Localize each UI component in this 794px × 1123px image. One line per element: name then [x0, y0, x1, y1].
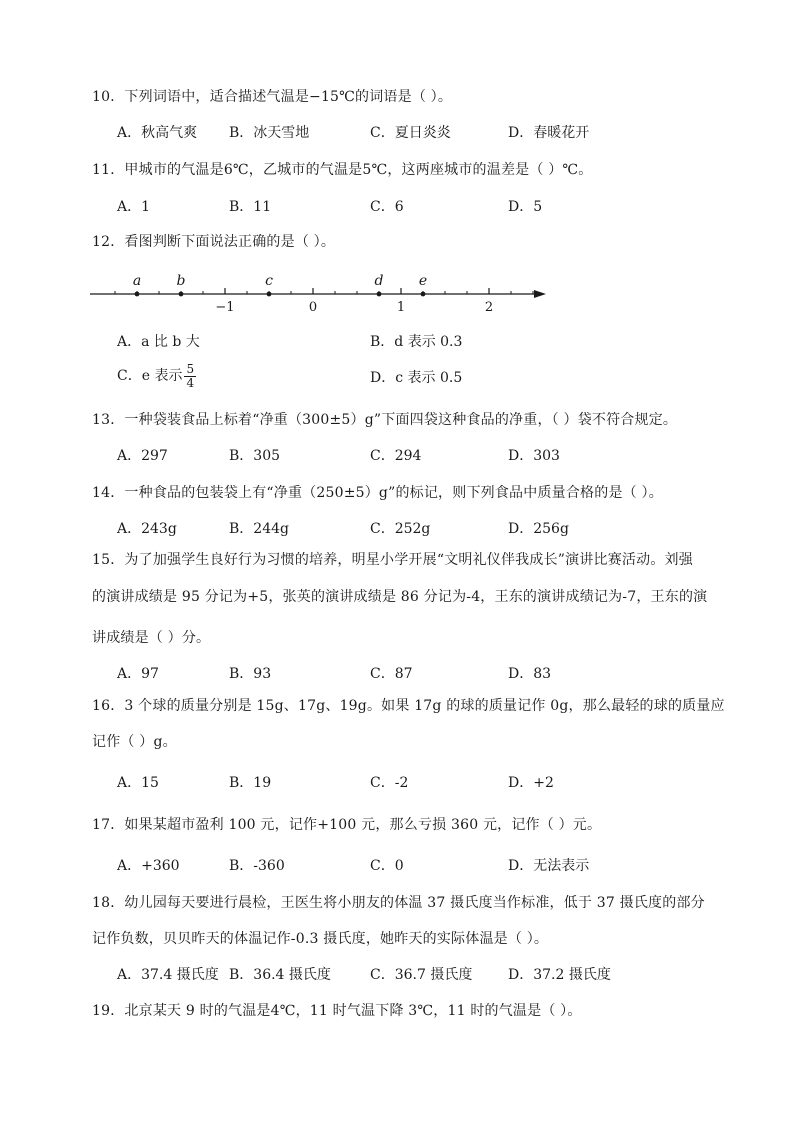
point-label: b: [176, 273, 186, 289]
question-19-stem: 19．北京某天 9 时的气温是4℃，11 时气温下降 3℃，11 时的气温是（ ）。: [92, 1003, 582, 1019]
point-dot: [179, 292, 184, 297]
tick-label: 2: [484, 300, 494, 315]
q14-option-c: C．252g: [370, 521, 431, 537]
q17-option-b: B．-360: [229, 858, 285, 874]
q13-option-c: C．294: [370, 448, 422, 464]
q11-option-d: D．5: [508, 199, 543, 215]
q11-option-a: A．1: [117, 199, 151, 215]
point-dot: [135, 292, 140, 297]
q14-option-b: B．244g: [229, 521, 289, 537]
point-label: d: [374, 273, 384, 289]
point-label: c: [265, 273, 273, 289]
q10-option-a: A．秋高气爽: [117, 125, 198, 141]
question-18-line-1: 18．幼儿园每天要进行晨检，王医生将小朋友的体温 37 摄氏度当作标准，低于 37 摄氏度的部分: [92, 895, 705, 911]
point-dot: [421, 292, 426, 297]
labeled-points: [133, 273, 427, 296]
number-line-figure: [88, 266, 558, 318]
q13-option-b: B．305: [229, 448, 281, 464]
fraction-numerator: 5: [186, 361, 195, 376]
question-16-line-1: 16．3 个球的质量分别是 15g、17g、19g。如果 17g 的球的质量记作 0g，那么最轻的球的质量应: [92, 698, 725, 714]
question-17-stem: 17．如果某超市盈利 100 元，记作+100 元，那么亏损 360 元，记作（ ）元。: [92, 817, 602, 833]
q17-option-a: A．+360: [117, 858, 180, 874]
q12-option-b: B．d 表示 0.3: [370, 334, 463, 350]
q12-option-a: A．a 比 b 大: [117, 334, 200, 350]
tick-label: 1: [396, 300, 406, 315]
point-label: a: [132, 273, 142, 289]
question-18-line-2: 记作负数，贝贝昨天的体温记作-0.3 摄氏度，她昨天的实际体温是（ ）。: [92, 931, 549, 947]
q10-option-b: B．冰天雪地: [229, 125, 310, 141]
q15-option-b: B．93: [229, 666, 272, 682]
q14-option-a: A．243g: [117, 521, 177, 537]
q12-option-c-label: C．e 表示: [117, 368, 183, 384]
question-16-line-2: 记作（ ）g。: [92, 734, 177, 750]
q11-option-b: B．11: [229, 199, 272, 215]
q16-option-a: A．15: [117, 775, 159, 791]
fraction: [184, 363, 196, 390]
q15-option-a: A．97: [117, 666, 159, 682]
question-12-stem: 12．看图判断下面说法正确的是（ ）。: [92, 234, 336, 250]
q16-option-c: C．-2: [370, 775, 409, 791]
point-dot: [267, 292, 272, 297]
q10-option-c: C．夏日炎炎: [370, 125, 451, 141]
question-14-stem: 14．一种食品的包装袋上有“净重（250±5）g”的标记，则下列食品中质量合格的是（ ）。: [92, 485, 663, 501]
q17-option-c: C．0: [370, 858, 404, 874]
number-line-arrow: [534, 290, 546, 298]
q14-option-d: D．256g: [508, 521, 569, 537]
q12-option-d: D．c 表示 0.5: [370, 370, 463, 386]
point-label: e: [418, 273, 428, 289]
q13-option-d: D．303: [508, 448, 560, 464]
fraction-denominator: 4: [186, 375, 195, 390]
question-13-stem: 13．一种袋装食品上标着“净重（300±5）g”下面四袋这种食品的净重，（ ）袋不符合规定。: [92, 412, 678, 428]
q16-option-d: D．+2: [508, 775, 554, 791]
question-15-line-2: 的演讲成绩是 95 分记为+5，张英的演讲成绩是 86 分记为-4，王东的演讲成绩记为-7，王东的演: [92, 589, 708, 605]
q10-option-d: D．春暖花开: [508, 125, 590, 141]
question-11-stem: 11．甲城市的气温是6℃，乙城市的气温是5℃，这两座城市的温差是（ ）℃。: [92, 162, 593, 178]
q18-option-d: D．37.2 摄氏度: [508, 967, 611, 983]
tick-label: 0: [308, 300, 318, 315]
q11-option-c: C．6: [370, 199, 404, 215]
question-15-line-3: 讲成绩是（ ）分。: [92, 630, 211, 646]
q15-option-c: C．87: [370, 666, 413, 682]
point-dot: [377, 292, 382, 297]
q17-option-d: D．无法表示: [508, 858, 590, 874]
question-10-stem: 10．下列词语中，适合描述气温是−15℃的词语是（ ）。: [92, 89, 453, 105]
q18-option-c: C．36.7 摄氏度: [370, 967, 473, 983]
q12-option-c: [117, 362, 196, 390]
q16-option-b: B．19: [229, 775, 272, 791]
major-ticks: [215, 288, 493, 315]
question-15-line-1: 15．为了加强学生良好行为习惯的培养，明星小学开展“文明礼仪伴我成长”演讲比赛活动。刘强: [92, 552, 693, 568]
q18-option-b: B．36.4 摄氏度: [229, 967, 331, 983]
q13-option-a: A．297: [117, 448, 168, 464]
q18-option-a: A．37.4 摄氏度: [117, 967, 219, 983]
tick-label: −1: [215, 300, 235, 315]
q15-option-d: D．83: [508, 666, 552, 682]
